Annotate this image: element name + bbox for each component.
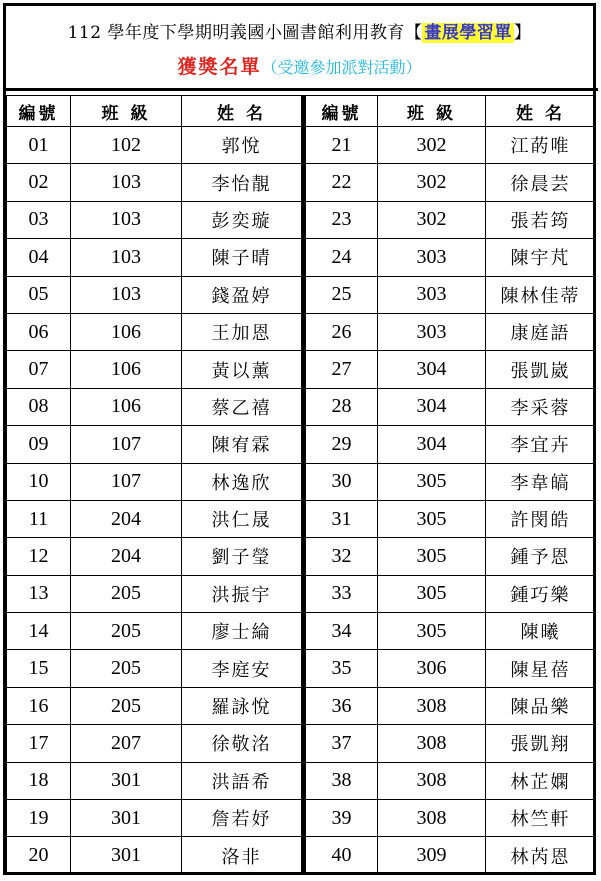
winners-table-left [6, 95, 302, 875]
cell-number: 35 [306, 650, 378, 687]
cell-name: 羅詠悅 [182, 687, 302, 724]
cell-name: 鍾予恩 [486, 538, 596, 575]
cell-number: 03 [7, 201, 71, 238]
cell-class: 303 [378, 239, 486, 276]
table-right-half [305, 95, 595, 875]
cell-number: 40 [306, 837, 378, 874]
cell-number: 11 [7, 500, 71, 537]
cell-name: 蔡乙禧 [182, 388, 302, 425]
cell-name: 詹若妤 [182, 800, 302, 837]
cell-class: 308 [378, 725, 486, 762]
table-left-half [6, 95, 301, 875]
table-row [306, 500, 596, 537]
cell-number: 04 [7, 239, 71, 276]
table-row [7, 351, 302, 388]
cell-name: 王加恩 [182, 313, 302, 350]
table-row [306, 613, 596, 650]
cell-class: 305 [378, 613, 486, 650]
cell-number: 09 [7, 426, 71, 463]
cell-class: 302 [378, 201, 486, 238]
table-row [306, 575, 596, 612]
cell-name: 江菂唯 [486, 127, 596, 164]
table-row [7, 837, 302, 874]
cell-class: 308 [378, 762, 486, 799]
table-row [306, 127, 596, 164]
cell-name: 林芮恩 [486, 837, 596, 874]
cell-class: 303 [378, 276, 486, 313]
cell-class: 304 [378, 426, 486, 463]
table-row [7, 500, 302, 537]
cell-number: 38 [306, 762, 378, 799]
cell-name: 洪振宇 [182, 575, 302, 612]
table-row [7, 201, 302, 238]
cell-number: 10 [7, 463, 71, 500]
cell-class: 205 [71, 687, 182, 724]
table-row [306, 650, 596, 687]
cell-class: 205 [71, 575, 182, 612]
subtitle-note: （受邀參加派對活動） [261, 58, 422, 77]
cell-name: 陳宇芃 [486, 239, 596, 276]
cell-name: 徐晨芸 [486, 164, 596, 201]
cell-class: 102 [71, 127, 182, 164]
cell-number: 02 [7, 164, 71, 201]
table-row [7, 800, 302, 837]
cell-name: 林逸欣 [182, 463, 302, 500]
cell-number: 24 [306, 239, 378, 276]
cell-name: 洛非 [182, 837, 302, 874]
column-header-class: 班 級 [378, 96, 486, 127]
cell-name: 郭悅 [182, 127, 302, 164]
cell-class: 106 [71, 351, 182, 388]
table-row [306, 313, 596, 350]
cell-number: 30 [306, 463, 378, 500]
table-row [7, 725, 302, 762]
cell-name: 陳林佳蒂 [486, 276, 596, 313]
cell-class: 306 [378, 650, 486, 687]
cell-number: 14 [7, 613, 71, 650]
cell-class: 103 [71, 201, 182, 238]
cell-name: 洪仁晟 [182, 500, 302, 537]
column-header-class: 班 級 [71, 96, 182, 127]
cell-number: 08 [7, 388, 71, 425]
table-row [306, 837, 596, 874]
cell-name: 陳星蓓 [486, 650, 596, 687]
table-row [7, 463, 302, 500]
cell-number: 07 [7, 351, 71, 388]
cell-name: 康庭語 [486, 313, 596, 350]
cell-number: 17 [7, 725, 71, 762]
cell-number: 39 [306, 800, 378, 837]
table-row [306, 164, 596, 201]
cell-number: 12 [7, 538, 71, 575]
winners-table-right [305, 95, 596, 875]
cell-class: 205 [71, 650, 182, 687]
table-row [7, 313, 302, 350]
cell-name: 張凱翔 [486, 725, 596, 762]
table-row [306, 725, 596, 762]
cell-number: 06 [7, 313, 71, 350]
cell-name: 彭奕璇 [182, 201, 302, 238]
cell-number: 25 [306, 276, 378, 313]
cell-class: 302 [378, 127, 486, 164]
cell-name: 劉子瑩 [182, 538, 302, 575]
cell-number: 37 [306, 725, 378, 762]
cell-class: 308 [378, 687, 486, 724]
cell-number: 33 [306, 575, 378, 612]
cell-name: 徐敬洺 [182, 725, 302, 762]
cell-number: 22 [306, 164, 378, 201]
column-header-name: 姓 名 [182, 96, 302, 127]
cell-name: 張若筠 [486, 201, 596, 238]
cell-name: 李怡靚 [182, 164, 302, 201]
cell-class: 308 [378, 800, 486, 837]
table-row [7, 538, 302, 575]
cell-name: 黃以薰 [182, 351, 302, 388]
table-row [7, 276, 302, 313]
cell-number: 16 [7, 687, 71, 724]
cell-class: 207 [71, 725, 182, 762]
table-row [306, 800, 596, 837]
title-prefix: 112 學年度下學期明義國小圖書館利用教育 [67, 23, 405, 43]
cell-class: 103 [71, 276, 182, 313]
table-row [306, 388, 596, 425]
cell-class: 107 [71, 426, 182, 463]
cell-name: 林竺軒 [486, 800, 596, 837]
table-row [7, 127, 302, 164]
bracket-open: 【 [404, 23, 423, 43]
cell-name: 李采蓉 [486, 388, 596, 425]
cell-class: 305 [378, 538, 486, 575]
bracket-close: 】 [513, 23, 532, 43]
table-row [7, 164, 302, 201]
table-row [7, 239, 302, 276]
cell-class: 305 [378, 463, 486, 500]
cell-number: 27 [306, 351, 378, 388]
title-highlight: 畫展學習單 [424, 23, 512, 43]
table-row [306, 426, 596, 463]
cell-class: 204 [71, 500, 182, 537]
cell-class: 106 [71, 388, 182, 425]
cell-name: 張凱崴 [486, 351, 596, 388]
cell-name: 李宜卉 [486, 426, 596, 463]
cell-class: 204 [71, 538, 182, 575]
table-row [7, 613, 302, 650]
column-header-name: 姓 名 [486, 96, 596, 127]
cell-class: 304 [378, 351, 486, 388]
cell-class: 303 [378, 313, 486, 350]
cell-name: 洪語希 [182, 762, 302, 799]
table-row [306, 351, 596, 388]
cell-number: 15 [7, 650, 71, 687]
cell-class: 309 [378, 837, 486, 874]
cell-class: 305 [378, 575, 486, 612]
cell-number: 31 [306, 500, 378, 537]
table-row [306, 463, 596, 500]
cell-class: 301 [71, 800, 182, 837]
cell-class: 205 [71, 613, 182, 650]
header-row [7, 96, 302, 127]
left-table-body [7, 127, 302, 875]
cell-number: 36 [306, 687, 378, 724]
cell-name: 許閔皓 [486, 500, 596, 537]
subtitle [6, 52, 593, 79]
cell-number: 32 [306, 538, 378, 575]
table-row [306, 687, 596, 724]
cell-number: 05 [7, 276, 71, 313]
table-row [306, 276, 596, 313]
column-header-number: 編號 [306, 96, 378, 127]
document-header [6, 6, 593, 84]
cell-number: 13 [7, 575, 71, 612]
column-header-number: 編號 [7, 96, 71, 127]
cell-number: 01 [7, 127, 71, 164]
cell-class: 106 [71, 313, 182, 350]
cell-number: 23 [306, 201, 378, 238]
cell-number: 18 [7, 762, 71, 799]
cell-number: 28 [306, 388, 378, 425]
table-row [7, 388, 302, 425]
table-row [306, 201, 596, 238]
cell-number: 26 [306, 313, 378, 350]
cell-name: 陳品樂 [486, 687, 596, 724]
cell-name: 李庭安 [182, 650, 302, 687]
cell-number: 19 [7, 800, 71, 837]
table-row [306, 239, 596, 276]
cell-class: 301 [71, 762, 182, 799]
table-row [7, 575, 302, 612]
table-row [306, 538, 596, 575]
cell-class: 301 [71, 837, 182, 874]
cell-class: 107 [71, 463, 182, 500]
table-row [7, 426, 302, 463]
table-row [7, 687, 302, 724]
cell-number: 21 [306, 127, 378, 164]
cell-class: 302 [378, 164, 486, 201]
cell-name: 林芷嫻 [486, 762, 596, 799]
cell-number: 34 [306, 613, 378, 650]
cell-class: 103 [71, 239, 182, 276]
cell-name: 鍾巧樂 [486, 575, 596, 612]
table-row [7, 650, 302, 687]
cell-number: 20 [7, 837, 71, 874]
cell-name: 李韋皜 [486, 463, 596, 500]
table-row [306, 762, 596, 799]
cell-name: 錢盈婷 [182, 276, 302, 313]
cell-number: 29 [306, 426, 378, 463]
cell-name: 陳曦 [486, 613, 596, 650]
table-row [7, 762, 302, 799]
subtitle-main: 獲獎名單 [177, 56, 262, 78]
right-table-body [306, 127, 596, 875]
cell-name: 陳宥霖 [182, 426, 302, 463]
header-row [306, 96, 596, 127]
cell-class: 304 [378, 388, 486, 425]
cell-name: 陳子晴 [182, 239, 302, 276]
header-divider [3, 88, 598, 91]
page-title [6, 18, 593, 43]
cell-name: 廖士綸 [182, 613, 302, 650]
cell-class: 305 [378, 500, 486, 537]
cell-class: 103 [71, 164, 182, 201]
